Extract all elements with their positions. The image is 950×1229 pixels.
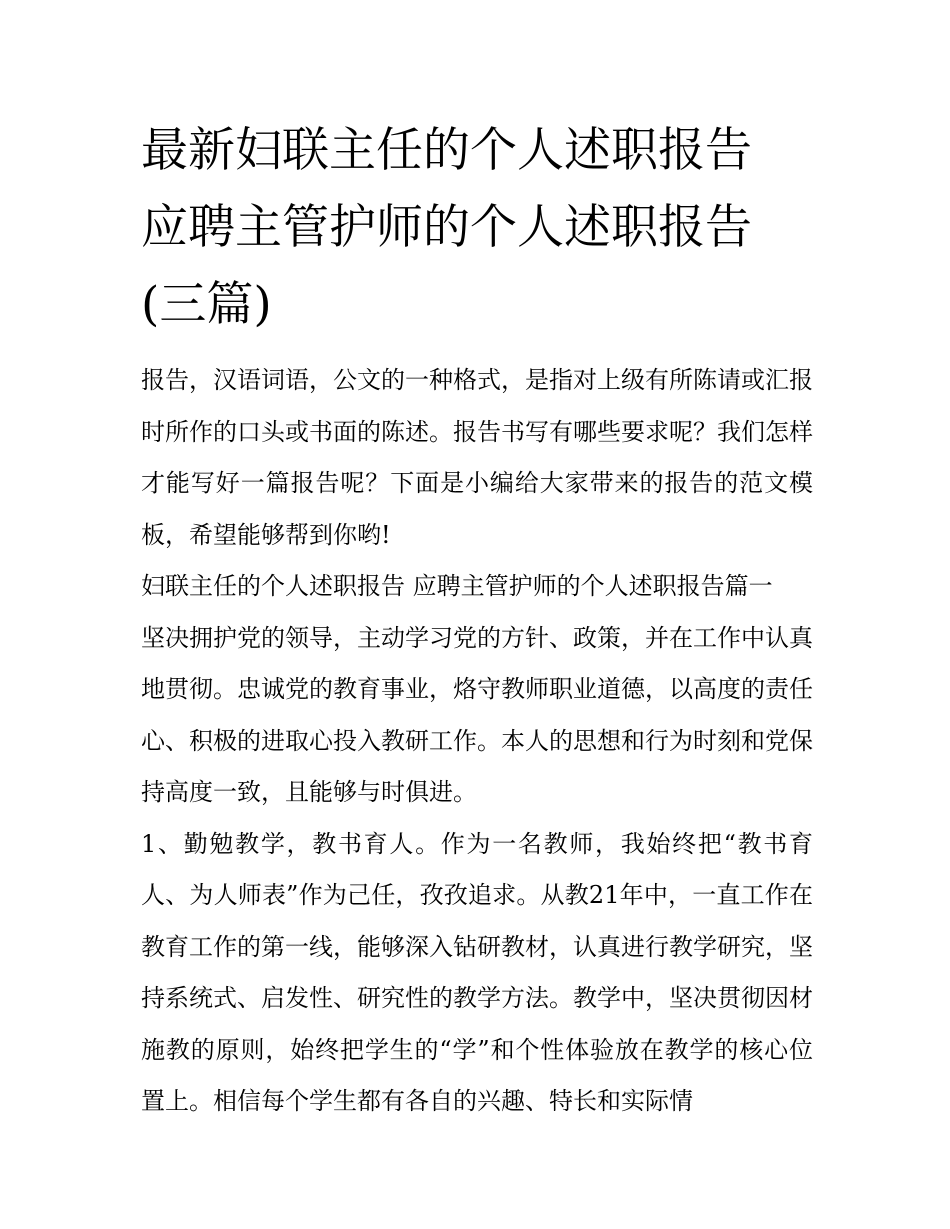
- title-line: (三篇): [141, 277, 272, 332]
- body-paragraph: 坚决拥护党的领导，主动学习党的方针、政策，并在工作中认真地贯彻。忠诚党的教育事业，烙守教师职业道德，以高度的责任心、积极的进取心投入教研工作。本人的思想和行为时刻和党保持高度一致，且能够与时俱进。: [141, 623, 813, 806]
- title-line: 应聘主管护师的个人述职报告: [141, 200, 752, 255]
- document-title: [141, 112, 813, 343]
- document-body: [141, 355, 813, 1128]
- body-paragraph: 1、勤勉教学，教书育人。作为一名教师，我始终把“教书育人、为人师表”作为己任，孜孜追求。从教21年中，一直工作在教育工作的第一线，能够深入钻研教材，认真进行教学研究，坚持系统式、启发性、研究性的教学方法。教学中，坚决贯彻因材施教的原则，始终把学生的“学”和个性体验放在教学的核心位置上。相信每个学生都有各自的兴趣、特长和实际情: [141, 829, 813, 1115]
- section-heading: 妇联主任的个人述职报告 应聘主管护师的个人述职报告篇一: [141, 572, 773, 600]
- document-page: [141, 112, 813, 1128]
- title-line: 最新妇联主任的个人述职报告: [141, 123, 752, 178]
- intro-paragraph: 报告，汉语词语，公文的一种格式，是指对上级有所陈请或汇报时所作的口头或书面的陈述。报告书写有哪些要求呢？我们怎样才能写好一篇报告呢？下面是小编给大家带来的报告的范文模板，希望能够帮到你哟!: [141, 366, 813, 549]
